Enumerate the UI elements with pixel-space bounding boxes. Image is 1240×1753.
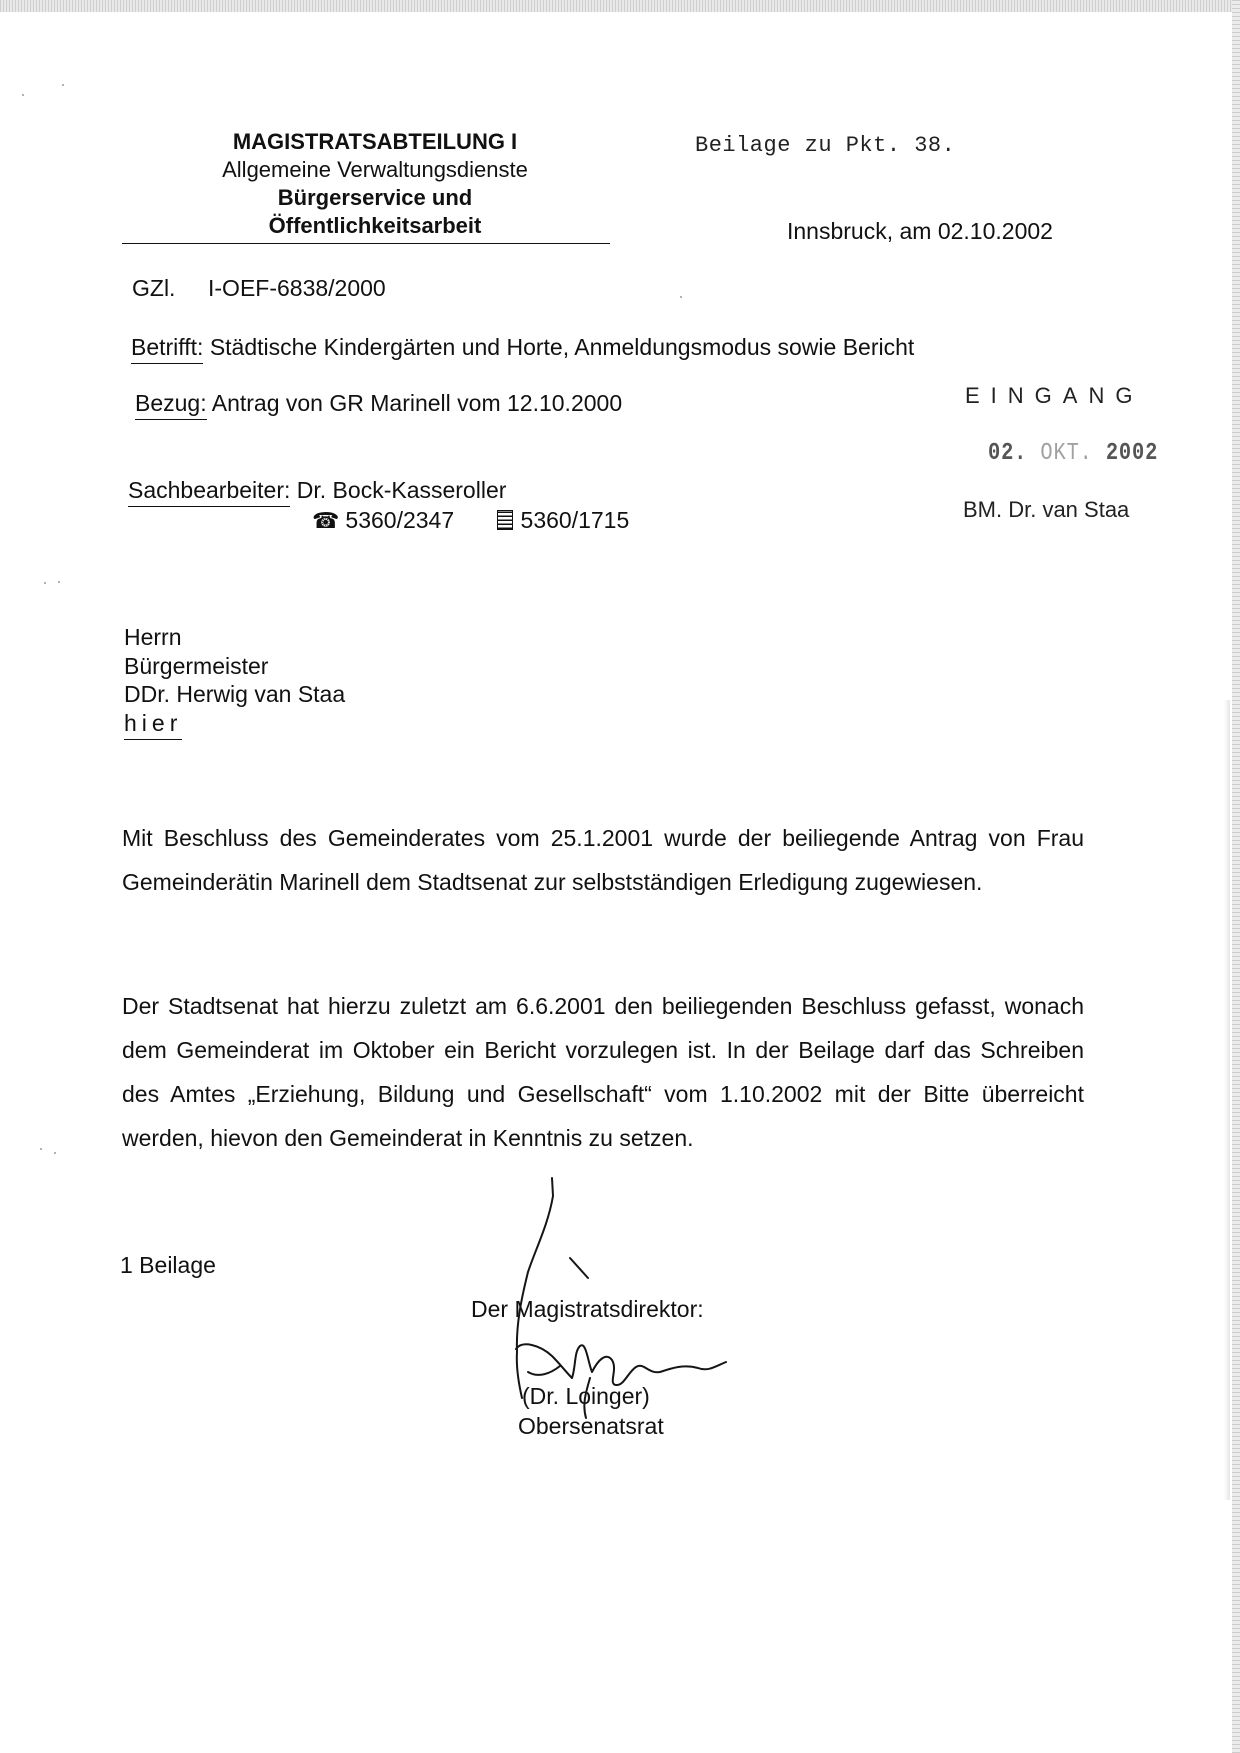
clerk-phone: 5360/2347	[345, 507, 455, 533]
addressee-title: Bürgermeister	[124, 652, 269, 679]
signatory-name: (Dr. Loinger)	[522, 1383, 650, 1409]
signatory-rank: Obersenatsrat	[518, 1413, 664, 1439]
department-header	[180, 128, 570, 240]
scan-speck	[22, 94, 24, 96]
scan-edge-top	[0, 0, 1240, 12]
body-paragraph-2: Der Stadtsenat hat hierzu zuletzt am 6.6.2001 den beiliegenden Beschluss gefasst, wonach dem Gemeinderat im Oktober ein Bericht vorzulegen ist. In der Beilage darf das Schreiben des Amtes „Erziehung, Bildung und Gesellschaft“ vom 1.10.2002 mit der Bitte überreicht werden, hievon den Gemeinderat in Kenntnis zu setzen.	[122, 993, 1084, 1151]
scan-speck	[40, 1148, 42, 1150]
clerk-label: Sachbearbeiter:	[128, 477, 290, 507]
unit-line-2: Öffentlichkeitsarbeit	[268, 213, 482, 238]
addressee-salutation: Herrn	[124, 624, 182, 650]
signature-stroke-1	[517, 1178, 553, 1398]
clerk-fax: 5360/1715	[520, 507, 630, 533]
subject-line	[131, 334, 914, 364]
body-paragraph-1: Mit Beschluss des Gemeinderates vom 25.1.2001 wurde der beiliegende Antrag von Frau Gemeinderätin Marinell dem Stadtsenat zur selbstständigen Erledigung zugewiesen.	[122, 825, 1084, 895]
signature-stroke-2	[570, 1258, 588, 1278]
enclosures: 1 Beilage	[120, 1252, 216, 1278]
relation-text: Antrag von GR Marinell vom 12.10.2000	[211, 390, 623, 416]
scan-edge-right	[1232, 0, 1240, 1753]
place-date: Innsbruck, am 02.10.2002	[787, 218, 1053, 244]
scan-speck	[62, 84, 64, 86]
relation-line	[135, 390, 622, 420]
header-rule	[122, 243, 610, 244]
department-subtitle: Allgemeine Verwaltungsdienste	[222, 157, 528, 182]
addressee-location: hier	[124, 709, 182, 741]
signature-title: Der Magistratsdirektor:	[471, 1296, 704, 1322]
stamp-date-year: 2002	[1105, 440, 1159, 467]
clerk-name: Dr. Bock-Kasseroller	[296, 477, 507, 503]
stamp-heading: EINGANG	[965, 383, 1144, 408]
scan-shadow-right	[1224, 700, 1230, 1500]
reference-value: I-OEF-6838/2000	[208, 275, 386, 301]
stamp-date-month: OKT.	[1040, 440, 1093, 467]
stamp-date-day: 02.	[988, 440, 1028, 467]
signature-stroke-3	[516, 1344, 726, 1385]
scan-speck	[54, 1152, 56, 1154]
attachment-note: Beilage zu Pkt. 38.	[695, 133, 956, 158]
department-name: MAGISTRATSABTEILUNG I	[232, 129, 518, 154]
stamp-recipient: BM. Dr. van Staa	[963, 497, 1130, 522]
stamp-date	[988, 440, 1158, 467]
telephone-icon: ☎	[312, 508, 340, 533]
scan-speck	[44, 582, 46, 584]
fax-icon	[497, 510, 513, 530]
relation-label: Bezug:	[135, 390, 207, 420]
signature-stroke-5	[528, 1366, 560, 1375]
scan-speck	[680, 296, 682, 298]
subject-label: Betrifft:	[131, 334, 203, 364]
scan-speck	[58, 581, 60, 583]
reference-label: GZl.	[132, 275, 176, 301]
unit-line-1: Bürgerservice und	[277, 185, 473, 210]
addressee-name: DDr. Herwig van Staa	[124, 681, 346, 707]
addressee-block	[124, 623, 345, 740]
subject-text: Städtische Kindergärten und Horte, Anmeldungsmodus sowie Bericht	[209, 334, 915, 360]
clerk-line	[128, 477, 506, 507]
contact-row	[312, 507, 629, 534]
